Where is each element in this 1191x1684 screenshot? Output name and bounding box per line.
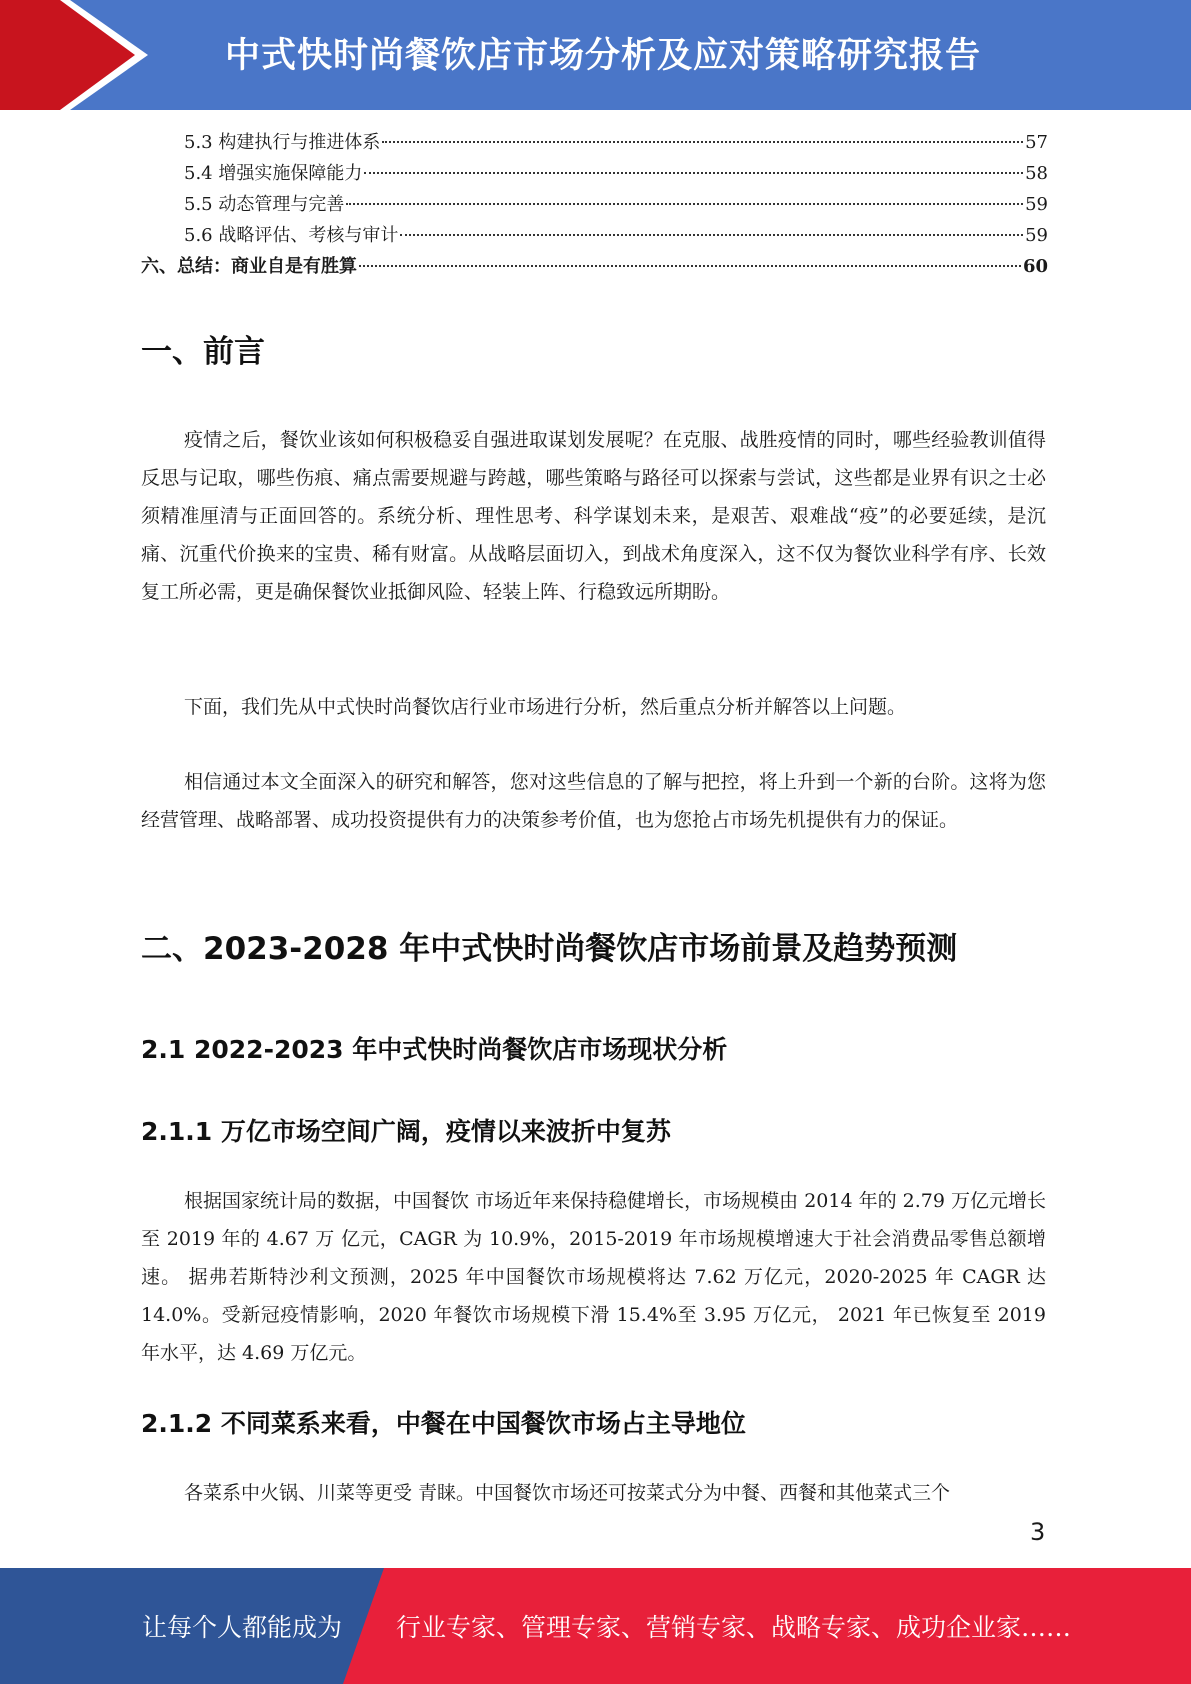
- toc-leader-dots: [400, 234, 1023, 236]
- toc-entry-page: 59: [1025, 194, 1048, 215]
- toc-entry-label: 六、总结：商业自是有胜算: [141, 256, 357, 277]
- toc-entry-page: 60: [1022, 256, 1048, 277]
- table-of-contents: [141, 128, 1048, 283]
- toc-entry-chapter[interactable]: [141, 252, 1048, 283]
- toc-entry-page: 57: [1025, 132, 1048, 153]
- toc-entry-label: 5.3 构建执行与推进体系: [184, 132, 381, 153]
- preface-paragraph-1: 疫情之后，餐饮业该如何积极稳妥自强进取谋划发展呢？在克服、战胜疫情的同时，哪些经验教训值得反思与记取，哪些伤痕、痛点需要规避与跨越，哪些策略与路径可以探索与尝试，这些都是业界有识之士必须精准厘清与正面回答的。系统分析、理性思考、科学谋划未来，是艰苦、艰难战“疫”的必要延续，是沉痛、沉重代价换来的宝贵、稀有财富。从战略层面切入，到战术角度深入，这不仅为餐饮业科学有序、长效复工所必需，更是确保餐饮业抵御风险、轻装上阵、行稳致远所期盼。: [141, 429, 1046, 603]
- toc-entry[interactable]: [141, 190, 1048, 221]
- chapter-2-heading: 二、2023-2028 年中式快时尚餐饮店市场前景及趋势预测: [141, 931, 958, 967]
- section-2-1-heading: 2.1 2022-2023 年中式快时尚餐饮店市场现状分析: [141, 1035, 728, 1064]
- preface-heading: 一、前言: [141, 334, 265, 370]
- preface-paragraph-2: 下面，我们先从中式快时尚餐饮店行业市场进行分析，然后重点分析并解答以上问题。: [184, 696, 907, 718]
- toc-leader-dots: [359, 265, 1021, 267]
- toc-entry-label: 5.4 增强实施保障能力: [184, 163, 363, 184]
- toc-leader-dots: [364, 172, 1023, 174]
- section-2-1-1-paragraph: 根据国家统计局的数据，中国餐饮 市场近年来保持稳健增长，市场规模由 2014 年的 2.79 万亿元增长至 2019 年的 4.67 万 亿元，CAGR 为 10.9%，2015-2019 年市场规模增速大于社会消费品零售总额增速。 据弗若斯特沙利文预测，2025 年中国餐饮市场规模将达 7.62 万亿元，2020-2025 年 CAGR 达 14.0%。受新冠疫情影响，2020 年餐饮市场规模下滑 15.4%至 3.95 万亿元， 2021 年已恢复至 2019 年水平，达 4.69 万亿元。: [141, 1190, 1046, 1364]
- footer-slogan-right: 行业专家、管理专家、营销专家、战略专家、成功企业家……: [396, 1613, 1072, 1642]
- footer-slogan-left: 让每个人都能成为: [142, 1613, 343, 1642]
- section-2-1-2-paragraph: 各菜系中火锅、川菜等更受 青睐。中国餐饮市场还可按菜式分为中餐、西餐和其他菜式三个: [184, 1482, 951, 1504]
- toc-entry[interactable]: [141, 221, 1048, 252]
- footer-banner: [0, 1568, 1191, 1684]
- toc-entry-page: 59: [1025, 225, 1048, 246]
- toc-entry-label: 5.6 战略评估、考核与审计: [184, 225, 399, 246]
- toc-entry[interactable]: [141, 128, 1048, 159]
- toc-leader-dots: [382, 141, 1023, 143]
- toc-leader-dots: [346, 203, 1023, 205]
- page-number: 3: [1030, 1518, 1046, 1546]
- toc-entry[interactable]: [141, 159, 1048, 190]
- toc-entry-label: 5.5 动态管理与完善: [184, 194, 345, 215]
- preface-paragraph-3: 相信通过本文全面深入的研究和解答，您对这些信息的了解与把控，将上升到一个新的台阶。这将为您经营管理、战略部署、成功投资提供有力的决策参考价值，也为您抢占市场先机提供有力的保证。: [141, 771, 1046, 831]
- report-title: 中式快时尚餐饮店市场分析及应对策略研究报告: [225, 36, 982, 76]
- section-2-1-2-heading: 2.1.2 不同菜系来看，中餐在中国餐饮市场占主导地位: [141, 1409, 746, 1438]
- section-2-1-1-heading: 2.1.1 万亿市场空间广阔，疫情以来波折中复苏: [141, 1117, 671, 1146]
- header-banner: [0, 0, 1191, 110]
- toc-entry-page: 58: [1025, 163, 1048, 184]
